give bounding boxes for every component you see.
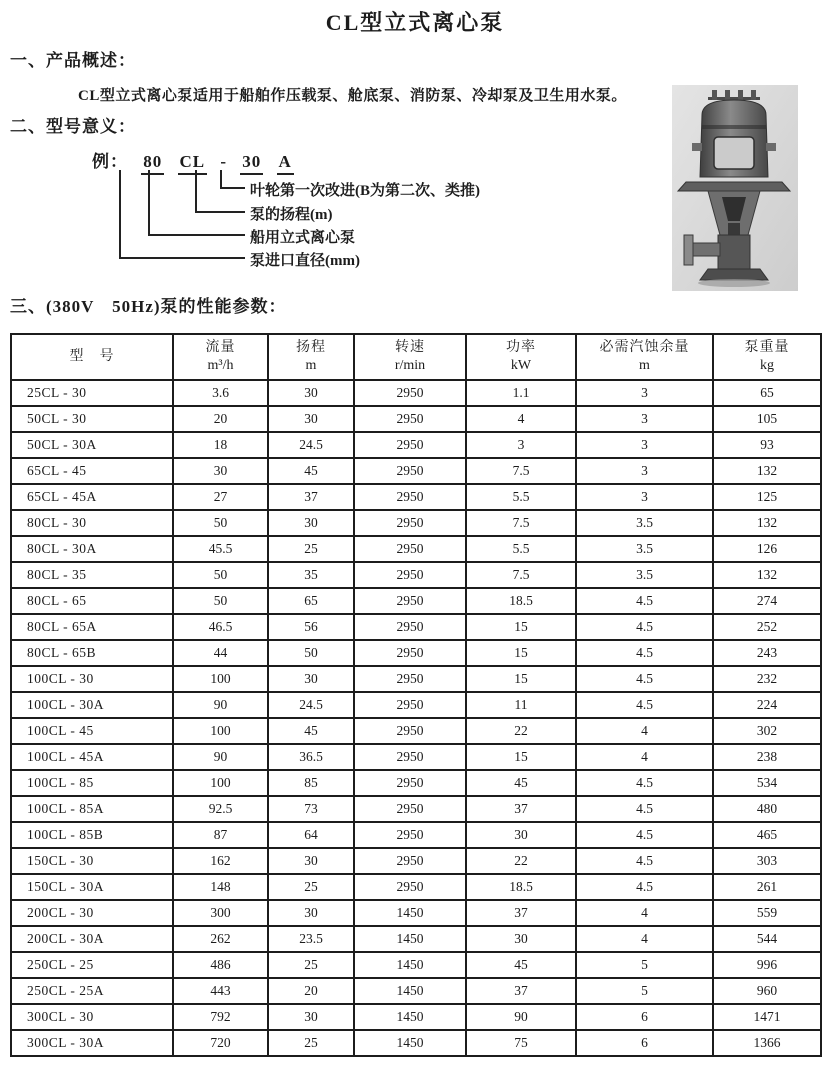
table-row: [11, 744, 821, 770]
value-cell: 15: [466, 666, 576, 692]
value-cell: 262: [173, 926, 268, 952]
value-cell: 2950: [354, 614, 466, 640]
model-token-revision: A: [277, 152, 294, 175]
value-cell: 2950: [354, 562, 466, 588]
value-cell: 25: [268, 874, 354, 900]
value-cell: 100: [173, 666, 268, 692]
value-cell: 303: [713, 848, 821, 874]
value-cell: 3.5: [576, 510, 713, 536]
model-cell: 100CL - 85: [11, 770, 173, 796]
column-header: 泵重量 kg: [713, 334, 821, 380]
value-cell: 1450: [354, 1004, 466, 1030]
value-cell: 4.5: [576, 796, 713, 822]
value-cell: 50: [268, 640, 354, 666]
value-cell: 792: [173, 1004, 268, 1030]
value-cell: 5.5: [466, 484, 576, 510]
value-cell: 37: [466, 978, 576, 1004]
value-cell: 15: [466, 744, 576, 770]
value-cell: 15: [466, 640, 576, 666]
value-cell: 7.5: [466, 510, 576, 536]
value-cell: 45.5: [173, 536, 268, 562]
value-cell: 996: [713, 952, 821, 978]
model-cell: 300CL - 30: [11, 1004, 173, 1030]
value-cell: 87: [173, 822, 268, 848]
model-token-head: 30: [240, 152, 263, 175]
value-cell: 224: [713, 692, 821, 718]
model-cell: 300CL - 30A: [11, 1030, 173, 1056]
value-cell: 2950: [354, 432, 466, 458]
value-cell: 24.5: [268, 432, 354, 458]
value-cell: 85: [268, 770, 354, 796]
value-cell: 238: [713, 744, 821, 770]
value-cell: 6: [576, 1030, 713, 1056]
value-cell: 73: [268, 796, 354, 822]
model-token-series: CL: [178, 152, 208, 175]
value-cell: 2950: [354, 848, 466, 874]
model-cell: 100CL - 45A: [11, 744, 173, 770]
value-cell: 2950: [354, 718, 466, 744]
value-cell: 64: [268, 822, 354, 848]
table-header-row: [11, 334, 821, 380]
table-row: [11, 952, 821, 978]
model-cell: 80CL - 65B: [11, 640, 173, 666]
model-label-inlet-diameter: 泵进口直径(mm): [250, 253, 360, 269]
overview-paragraph: CL型立式离心泵适用于船舶作压载泵、舱底泵、消防泵、冷却泵及卫生用水泵。: [78, 88, 627, 104]
value-cell: 46.5: [173, 614, 268, 640]
value-cell: 960: [713, 978, 821, 1004]
model-cell: 200CL - 30: [11, 900, 173, 926]
value-cell: 30: [466, 926, 576, 952]
model-cell: 150CL - 30: [11, 848, 173, 874]
model-token-diameter: 80: [141, 152, 164, 175]
value-cell: 30: [268, 380, 354, 406]
value-cell: 465: [713, 822, 821, 848]
value-cell: 37: [466, 796, 576, 822]
value-cell: 3: [576, 406, 713, 432]
value-cell: 45: [466, 952, 576, 978]
table-row: [11, 614, 821, 640]
value-cell: 20: [268, 978, 354, 1004]
column-header: 流量 m³/h: [173, 334, 268, 380]
section-heading-overview: 一、产品概述：: [10, 51, 136, 70]
value-cell: 7.5: [466, 562, 576, 588]
value-cell: 50: [173, 562, 268, 588]
value-cell: 252: [713, 614, 821, 640]
value-cell: 274: [713, 588, 821, 614]
column-header: 型 号: [11, 334, 173, 380]
model-label-pump-type: 船用立式离心泵: [250, 230, 356, 246]
model-cell: 50CL - 30: [11, 406, 173, 432]
value-cell: 45: [268, 458, 354, 484]
pump-photo: [672, 85, 798, 291]
value-cell: 2950: [354, 692, 466, 718]
value-cell: 50: [173, 510, 268, 536]
value-cell: 18.5: [466, 874, 576, 900]
model-label-head: 泵的扬程(m): [250, 207, 333, 223]
value-cell: 65: [268, 588, 354, 614]
value-cell: 45: [268, 718, 354, 744]
value-cell: 4.5: [576, 874, 713, 900]
value-cell: 4.5: [576, 692, 713, 718]
model-cell: 80CL - 65: [11, 588, 173, 614]
value-cell: 4: [576, 744, 713, 770]
section-heading-parameters: 三、(380V 50Hz)泵的性能参数：: [10, 297, 287, 316]
model-cell: 100CL - 85A: [11, 796, 173, 822]
model-diagram-connector-lines: [0, 170, 250, 270]
table-row: [11, 796, 821, 822]
value-cell: 2950: [354, 484, 466, 510]
value-cell: 1.1: [466, 380, 576, 406]
model-token-dash: -: [220, 152, 228, 171]
value-cell: 100: [173, 770, 268, 796]
model-cell: 80CL - 65A: [11, 614, 173, 640]
value-cell: 148: [173, 874, 268, 900]
value-cell: 30: [268, 510, 354, 536]
value-cell: 2950: [354, 744, 466, 770]
value-cell: 3.5: [576, 562, 713, 588]
value-cell: 232: [713, 666, 821, 692]
value-cell: 4: [576, 718, 713, 744]
table-row: [11, 380, 821, 406]
value-cell: 37: [466, 900, 576, 926]
column-header: 扬程 m: [268, 334, 354, 380]
value-cell: 30: [268, 406, 354, 432]
model-cell: 50CL - 30A: [11, 432, 173, 458]
column-header: 必需汽蚀余量 m: [576, 334, 713, 380]
value-cell: 6: [576, 1004, 713, 1030]
value-cell: 1366: [713, 1030, 821, 1056]
model-cell: 65CL - 45A: [11, 484, 173, 510]
value-cell: 132: [713, 562, 821, 588]
model-cell: 250CL - 25: [11, 952, 173, 978]
table-row: [11, 900, 821, 926]
value-cell: 15: [466, 614, 576, 640]
value-cell: 302: [713, 718, 821, 744]
model-example-prefix: 例：: [92, 152, 128, 171]
value-cell: 93: [713, 432, 821, 458]
model-cell: 250CL - 25A: [11, 978, 173, 1004]
value-cell: 105: [713, 406, 821, 432]
model-cell: 100CL - 85B: [11, 822, 173, 848]
table-row: [11, 588, 821, 614]
value-cell: 90: [466, 1004, 576, 1030]
value-cell: 2950: [354, 458, 466, 484]
value-cell: 261: [713, 874, 821, 900]
value-cell: 18: [173, 432, 268, 458]
table-row: [11, 458, 821, 484]
value-cell: 2950: [354, 380, 466, 406]
value-cell: 22: [466, 718, 576, 744]
value-cell: 1450: [354, 1030, 466, 1056]
value-cell: 1450: [354, 952, 466, 978]
value-cell: 5: [576, 952, 713, 978]
table-row: [11, 770, 821, 796]
value-cell: 90: [173, 692, 268, 718]
value-cell: 30: [173, 458, 268, 484]
value-cell: 36.5: [268, 744, 354, 770]
value-cell: 2950: [354, 406, 466, 432]
value-cell: 720: [173, 1030, 268, 1056]
value-cell: 5: [576, 978, 713, 1004]
value-cell: 7.5: [466, 458, 576, 484]
value-cell: 20: [173, 406, 268, 432]
model-cell: 100CL - 45: [11, 718, 173, 744]
value-cell: 559: [713, 900, 821, 926]
table-row: [11, 510, 821, 536]
value-cell: 4: [576, 900, 713, 926]
value-cell: 18.5: [466, 588, 576, 614]
table-row: [11, 692, 821, 718]
value-cell: 2950: [354, 770, 466, 796]
value-cell: 24.5: [268, 692, 354, 718]
value-cell: 4.5: [576, 770, 713, 796]
model-cell: 80CL - 35: [11, 562, 173, 588]
model-label-impeller-revision: 叶轮第一次改进(B为第二次、类推): [250, 183, 480, 199]
model-cell: 100CL - 30A: [11, 692, 173, 718]
value-cell: 56: [268, 614, 354, 640]
table-row: [11, 432, 821, 458]
value-cell: 35: [268, 562, 354, 588]
value-cell: 37: [268, 484, 354, 510]
value-cell: 30: [268, 900, 354, 926]
value-cell: 92.5: [173, 796, 268, 822]
value-cell: 2950: [354, 536, 466, 562]
value-cell: 2950: [354, 666, 466, 692]
value-cell: 1450: [354, 900, 466, 926]
value-cell: 25: [268, 1030, 354, 1056]
value-cell: 5.5: [466, 536, 576, 562]
model-cell: 80CL - 30A: [11, 536, 173, 562]
value-cell: 30: [268, 1004, 354, 1030]
value-cell: 443: [173, 978, 268, 1004]
value-cell: 30: [466, 822, 576, 848]
value-cell: 2950: [354, 822, 466, 848]
value-cell: 4.5: [576, 666, 713, 692]
table-row: [11, 484, 821, 510]
value-cell: 544: [713, 926, 821, 952]
section-heading-model-meaning: 二、型号意义：: [10, 117, 136, 136]
model-cell: 25CL - 30: [11, 380, 173, 406]
value-cell: 3: [576, 432, 713, 458]
value-cell: 2950: [354, 510, 466, 536]
value-cell: 30: [268, 848, 354, 874]
value-cell: 132: [713, 458, 821, 484]
value-cell: 126: [713, 536, 821, 562]
value-cell: 4.5: [576, 848, 713, 874]
column-header: 功率 kW: [466, 334, 576, 380]
value-cell: 1450: [354, 926, 466, 952]
table-row: [11, 666, 821, 692]
value-cell: 25: [268, 536, 354, 562]
model-cell: 200CL - 30A: [11, 926, 173, 952]
value-cell: 300: [173, 900, 268, 926]
value-cell: 4.5: [576, 822, 713, 848]
value-cell: 30: [268, 666, 354, 692]
table-row: [11, 978, 821, 1004]
value-cell: 534: [713, 770, 821, 796]
value-cell: 100: [173, 718, 268, 744]
value-cell: 50: [173, 588, 268, 614]
value-cell: 27: [173, 484, 268, 510]
value-cell: 3: [576, 458, 713, 484]
value-cell: 480: [713, 796, 821, 822]
value-cell: 1450: [354, 978, 466, 1004]
value-cell: 22: [466, 848, 576, 874]
value-cell: 1471: [713, 1004, 821, 1030]
value-cell: 243: [713, 640, 821, 666]
value-cell: 2950: [354, 874, 466, 900]
value-cell: 2950: [354, 588, 466, 614]
value-cell: 90: [173, 744, 268, 770]
table-row: [11, 640, 821, 666]
value-cell: 4: [466, 406, 576, 432]
table-row: [11, 718, 821, 744]
table-row: [11, 1030, 821, 1056]
table-row: [11, 848, 821, 874]
value-cell: 3.6: [173, 380, 268, 406]
table-body: [11, 380, 821, 1056]
table-row: [11, 926, 821, 952]
column-header: 转速 r/min: [354, 334, 466, 380]
value-cell: 3.5: [576, 536, 713, 562]
value-cell: 162: [173, 848, 268, 874]
value-cell: 3: [576, 484, 713, 510]
value-cell: 4: [576, 926, 713, 952]
value-cell: 65: [713, 380, 821, 406]
value-cell: 486: [173, 952, 268, 978]
table-row: [11, 562, 821, 588]
value-cell: 23.5: [268, 926, 354, 952]
value-cell: 44: [173, 640, 268, 666]
value-cell: 75: [466, 1030, 576, 1056]
value-cell: 4.5: [576, 614, 713, 640]
value-cell: 4.5: [576, 588, 713, 614]
value-cell: 125: [713, 484, 821, 510]
model-cell: 80CL - 30: [11, 510, 173, 536]
value-cell: 25: [268, 952, 354, 978]
table-row: [11, 406, 821, 432]
model-cell: 150CL - 30A: [11, 874, 173, 900]
value-cell: 4.5: [576, 640, 713, 666]
page-title: CL型立式离心泵: [325, 10, 505, 35]
value-cell: 3: [576, 380, 713, 406]
model-cell: 100CL - 30: [11, 666, 173, 692]
table-row: [11, 822, 821, 848]
value-cell: 45: [466, 770, 576, 796]
model-cell: 65CL - 45: [11, 458, 173, 484]
value-cell: 132: [713, 510, 821, 536]
parameters-table: [10, 333, 822, 1057]
value-cell: 2950: [354, 640, 466, 666]
value-cell: 2950: [354, 796, 466, 822]
value-cell: 11: [466, 692, 576, 718]
table-row: [11, 536, 821, 562]
table-row: [11, 874, 821, 900]
table-row: [11, 1004, 821, 1030]
value-cell: 3: [466, 432, 576, 458]
